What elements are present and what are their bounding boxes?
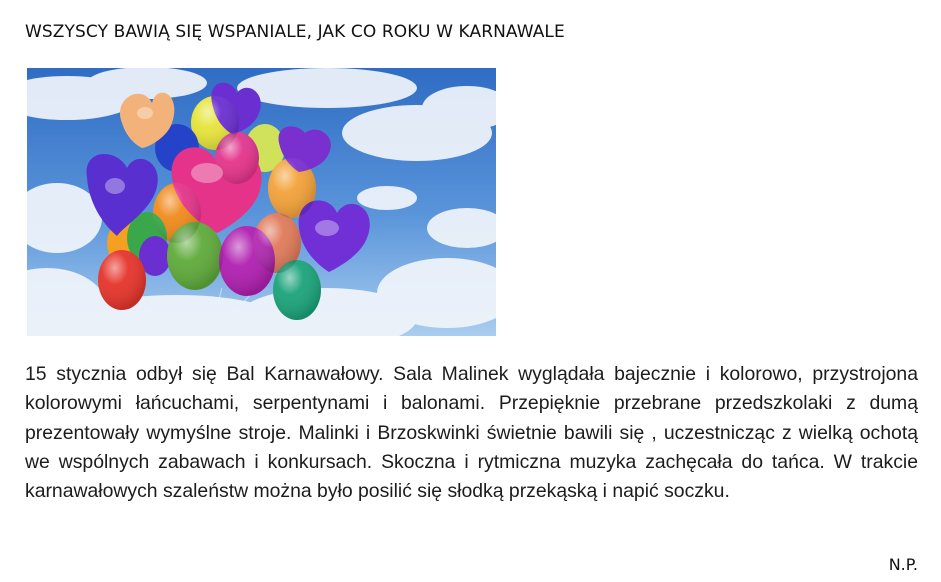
article-body: 15 stycznia odbył się Bal Karnawałowy. Sala Malinek wyglądała bajecznie i kolorowo, przystrojona kolorowymi łańcuchami, serpentynami i balonami. Przepięknie przebrane przedszkolaki z dumą prezentowały wymyślne stroje. Malinki i Brzoskwinki świetnie bawili się , uczestnicząc z wielką ochotą we wspólnych zabawach i konkursach. Skoczna i rytmiczna muzyka zachęcała do tańca. W trakcie karnawałowych szaleństw można było posilić się słodką przekąską i napić soczku. — [25, 363, 918, 503]
author-signature: N.P. — [888, 555, 918, 574]
balloons-photo — [27, 68, 496, 336]
article-title: WSZYSCY BAWIĄ SIĘ WSPANIALE, JAK CO ROKU W KARNAWALE — [25, 22, 565, 42]
